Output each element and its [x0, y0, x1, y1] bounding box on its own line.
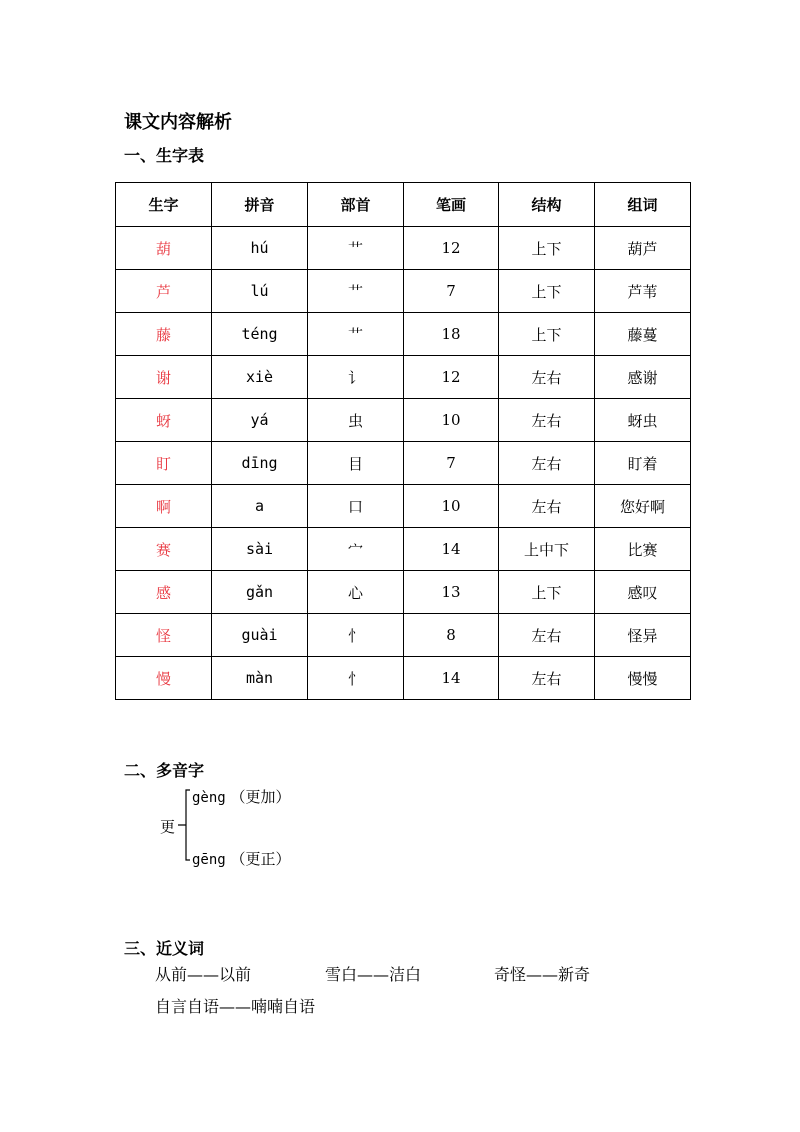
table-row — [116, 227, 691, 270]
synonym-pair: 奇怪——新奇 — [494, 965, 591, 984]
strokes-cell: 12 — [404, 227, 499, 270]
char-cell: 谢 — [116, 356, 212, 399]
table-row — [116, 356, 691, 399]
char-cell: 藤 — [116, 313, 212, 356]
word-cell: 感谢 — [595, 356, 691, 399]
header-cell: 部首 — [308, 183, 404, 227]
char-cell: 啊 — [116, 485, 212, 528]
radical-cell: 艹 — [308, 227, 404, 270]
word-cell: 怪异 — [595, 614, 691, 657]
pinyin-cell: a — [212, 485, 308, 528]
char-cell: 感 — [116, 571, 212, 614]
word-cell: 藤蔓 — [595, 313, 691, 356]
reading-word: （更加） — [230, 788, 291, 806]
strokes-cell: 10 — [404, 485, 499, 528]
strokes-cell: 8 — [404, 614, 499, 657]
polyphonic-reading — [192, 786, 291, 807]
table-row — [116, 485, 691, 528]
pinyin-cell: dīng — [212, 442, 308, 485]
pinyin-cell: sài — [212, 528, 308, 571]
word-cell: 葫芦 — [595, 227, 691, 270]
radical-cell: 艹 — [308, 313, 404, 356]
table-row — [116, 399, 691, 442]
strokes-cell: 7 — [404, 442, 499, 485]
strokes-cell: 14 — [404, 528, 499, 571]
char-table — [115, 182, 691, 700]
synonym-pair: 雪白——洁白 — [325, 965, 422, 984]
reading-pinyin: gēng — [192, 852, 226, 868]
strokes-cell: 18 — [404, 313, 499, 356]
header-cell: 笔画 — [404, 183, 499, 227]
radical-cell: 宀 — [308, 528, 404, 571]
radical-cell: 艹 — [308, 270, 404, 313]
radical-cell: 忄 — [308, 614, 404, 657]
word-cell: 您好啊 — [595, 485, 691, 528]
pinyin-cell: guài — [212, 614, 308, 657]
header-cell: 组词 — [595, 183, 691, 227]
table-header-row — [116, 183, 691, 227]
pinyin-cell: hú — [212, 227, 308, 270]
word-cell: 比赛 — [595, 528, 691, 571]
char-cell: 盯 — [116, 442, 212, 485]
section-title-polyphonic: 二、多音字 — [124, 761, 205, 780]
reading-pinyin: gèng — [192, 790, 226, 806]
reading-word: （更正） — [230, 850, 291, 868]
header-cell: 拼音 — [212, 183, 308, 227]
strokes-cell: 13 — [404, 571, 499, 614]
word-cell: 感叹 — [595, 571, 691, 614]
strokes-cell: 10 — [404, 399, 499, 442]
char-cell: 怪 — [116, 614, 212, 657]
synonym-pair: 从前——以前 — [155, 965, 252, 984]
pinyin-cell: lú — [212, 270, 308, 313]
pinyin-cell: gǎn — [212, 571, 308, 614]
section-title-char-table: 一、生字表 — [124, 146, 205, 165]
word-cell: 盯着 — [595, 442, 691, 485]
polyphonic-char: 更 — [160, 818, 176, 836]
structure-cell: 左右 — [499, 442, 595, 485]
table-row — [116, 614, 691, 657]
structure-cell: 左右 — [499, 485, 595, 528]
radical-cell: 心 — [308, 571, 404, 614]
table-row — [116, 528, 691, 571]
radical-cell: 目 — [308, 442, 404, 485]
radical-cell: 忄 — [308, 657, 404, 700]
pinyin-cell: màn — [212, 657, 308, 700]
table-row — [116, 442, 691, 485]
radical-cell: 口 — [308, 485, 404, 528]
structure-cell: 左右 — [499, 614, 595, 657]
char-cell: 蚜 — [116, 399, 212, 442]
word-cell: 慢慢 — [595, 657, 691, 700]
polyphonic-reading — [192, 848, 291, 869]
table-row — [116, 657, 691, 700]
char-cell: 芦 — [116, 270, 212, 313]
strokes-cell: 12 — [404, 356, 499, 399]
structure-cell: 上下 — [499, 571, 595, 614]
table-row — [116, 270, 691, 313]
pinyin-cell: xiè — [212, 356, 308, 399]
word-cell: 蚜虫 — [595, 399, 691, 442]
header-cell: 生字 — [116, 183, 212, 227]
pinyin-cell: téng — [212, 313, 308, 356]
table-row — [116, 313, 691, 356]
char-cell: 赛 — [116, 528, 212, 571]
structure-cell: 上下 — [499, 227, 595, 270]
structure-cell: 左右 — [499, 356, 595, 399]
structure-cell: 上下 — [499, 313, 595, 356]
structure-cell: 左右 — [499, 657, 595, 700]
structure-cell: 左右 — [499, 399, 595, 442]
table-row — [116, 571, 691, 614]
char-cell: 慢 — [116, 657, 212, 700]
radical-cell: 虫 — [308, 399, 404, 442]
structure-cell: 上中下 — [499, 528, 595, 571]
char-cell: 葫 — [116, 227, 212, 270]
page-title: 课文内容解析 — [124, 112, 232, 133]
header-cell: 结构 — [499, 183, 595, 227]
word-cell: 芦苇 — [595, 270, 691, 313]
strokes-cell: 14 — [404, 657, 499, 700]
structure-cell: 上下 — [499, 270, 595, 313]
synonym-pair: 自言自语——喃喃自语 — [155, 997, 316, 1016]
section-title-synonyms: 三、近义词 — [124, 939, 205, 958]
radical-cell: 讠 — [308, 356, 404, 399]
strokes-cell: 7 — [404, 270, 499, 313]
pinyin-cell: yá — [212, 399, 308, 442]
